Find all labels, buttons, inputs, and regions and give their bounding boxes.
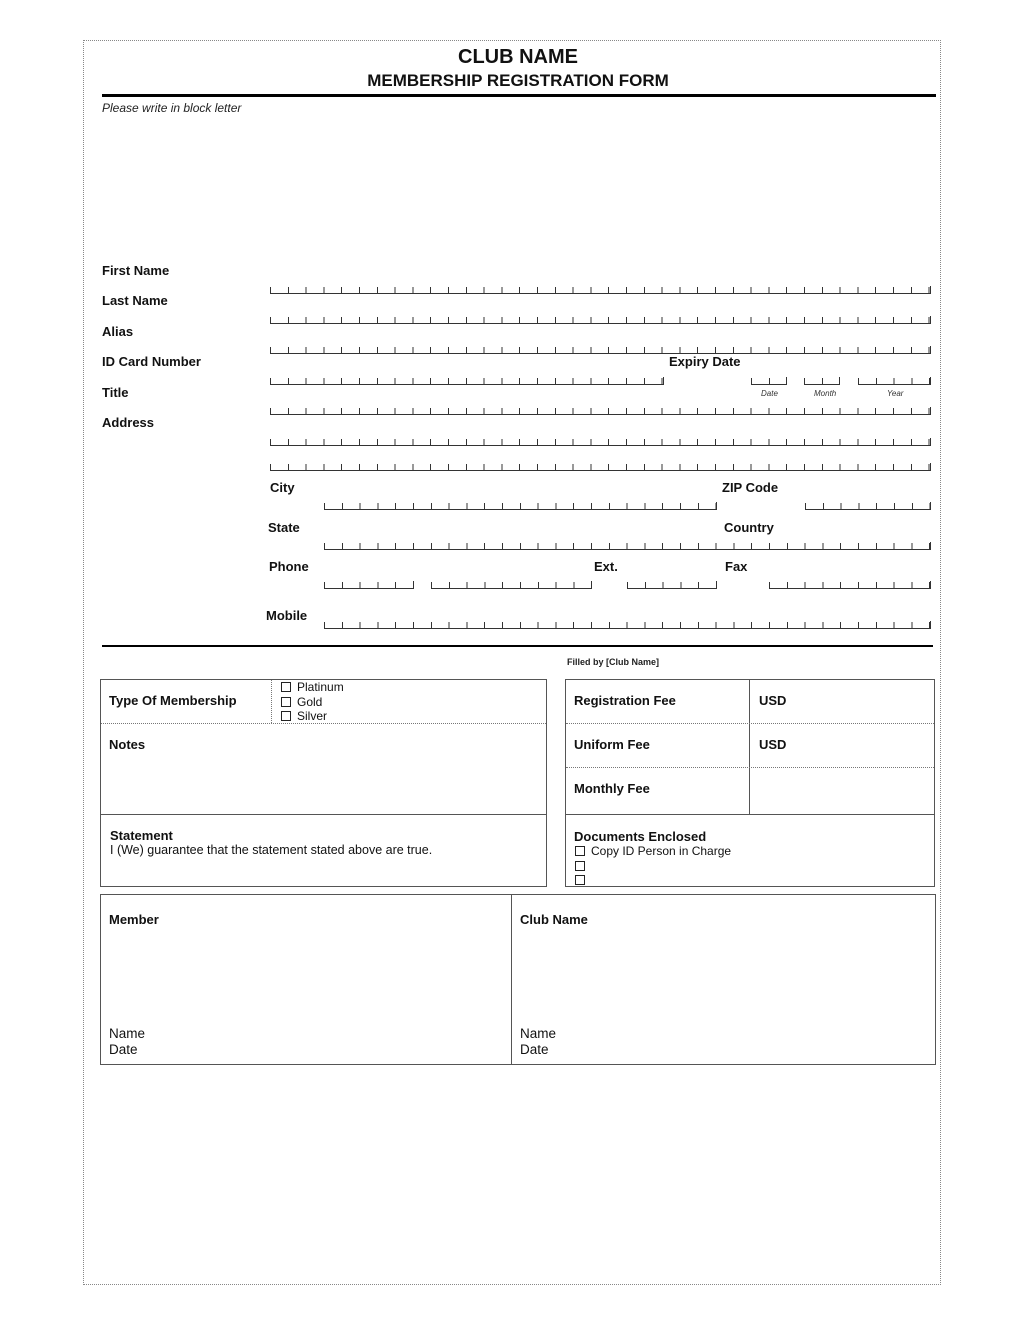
membership-options <box>281 680 344 724</box>
member-name-label: Name <box>109 1026 146 1041</box>
club-name-label: Name <box>520 1026 557 1041</box>
membership-type-label: Type Of Membership <box>109 693 237 708</box>
address-label: Address <box>102 415 155 430</box>
monthly-fee-label: Monthly Fee <box>574 781 650 796</box>
statement-text: I (We) guarantee that the statement stated above are true. <box>110 843 433 857</box>
address-field-1[interactable] <box>270 439 931 446</box>
checkbox-icon[interactable] <box>281 682 291 692</box>
checkbox-icon[interactable] <box>575 861 585 871</box>
section-rule <box>102 645 933 647</box>
ext-field[interactable] <box>627 582 717 589</box>
form-page <box>83 40 941 1285</box>
uniform-fee-currency: USD <box>759 737 787 752</box>
instruction-text: Please write in block letter <box>102 101 242 115</box>
signature-divider <box>511 895 512 1064</box>
registration-fee-label: Registration Fee <box>574 693 676 708</box>
club-signature-label: Club Name <box>520 912 588 927</box>
signature-box <box>100 894 936 1065</box>
phone-area-field[interactable] <box>324 582 414 589</box>
expiry-date-sublabel: Date <box>761 389 778 398</box>
city-label: City <box>270 480 295 495</box>
expiry-month-field[interactable] <box>804 378 840 385</box>
documents-list <box>575 844 731 888</box>
expiry-year-field[interactable] <box>858 378 931 385</box>
title-label: Title <box>102 385 129 400</box>
checkbox-icon[interactable] <box>281 711 291 721</box>
document-item[interactable] <box>575 844 731 859</box>
option-platinum-label: Platinum <box>297 680 344 694</box>
registration-fee-currency: USD <box>759 693 787 708</box>
option-silver[interactable] <box>281 709 344 724</box>
notes-hline <box>101 814 546 815</box>
document-item[interactable] <box>575 873 731 888</box>
last-name-field[interactable] <box>270 317 931 324</box>
zip-field[interactable] <box>805 503 931 510</box>
first-name-field[interactable] <box>270 287 931 294</box>
expiry-date-label: Expiry Date <box>669 354 741 369</box>
option-gold[interactable] <box>281 695 344 710</box>
header-rule <box>102 94 936 97</box>
checkbox-icon[interactable] <box>575 846 585 856</box>
mobile-field[interactable] <box>324 622 931 629</box>
fees-divider <box>749 680 750 814</box>
uniform-fee-label: Uniform Fee <box>574 737 650 752</box>
checkbox-icon[interactable] <box>575 875 585 885</box>
member-date-label: Date <box>109 1042 138 1057</box>
fax-label: Fax <box>725 559 748 574</box>
option-platinum[interactable] <box>281 680 344 695</box>
option-gold-label: Gold <box>297 694 323 709</box>
form-title: MEMBERSHIP REGISTRATION FORM <box>367 71 669 90</box>
document-item[interactable] <box>575 859 731 874</box>
club-date-label: Date <box>520 1042 549 1057</box>
id-card-label: ID Card Number <box>102 354 201 369</box>
option-silver-label: Silver <box>297 709 328 723</box>
id-card-field[interactable] <box>270 378 664 385</box>
state-label: State <box>268 520 300 535</box>
member-signature-label: Member <box>109 912 159 927</box>
last-name-label: Last Name <box>102 293 168 308</box>
fax-field[interactable] <box>769 582 931 589</box>
fees-hline-1 <box>566 723 934 724</box>
filled-by-label: Filled by [Club Name] <box>567 657 660 667</box>
city-field[interactable] <box>324 503 717 510</box>
expiry-date-field[interactable] <box>751 378 787 385</box>
ext-label: Ext. <box>594 559 618 574</box>
zip-label: ZIP Code <box>722 480 779 495</box>
state-country-field[interactable] <box>324 543 931 550</box>
membership-divider <box>271 680 272 723</box>
statement-label: Statement <box>110 828 173 843</box>
mobile-label: Mobile <box>266 608 308 623</box>
expiry-month-sublabel: Month <box>814 389 837 398</box>
phone-number-field[interactable] <box>431 582 592 589</box>
club-name-title: CLUB NAME <box>458 46 578 68</box>
notes-label: Notes <box>109 737 146 752</box>
title-field[interactable] <box>270 408 931 415</box>
country-label: Country <box>724 520 774 535</box>
expiry-year-sublabel: Year <box>887 389 904 398</box>
document-item-label: Copy ID Person in Charge <box>591 844 732 858</box>
phone-label: Phone <box>269 559 309 574</box>
fees-hline-3 <box>566 814 934 815</box>
alias-label: Alias <box>102 324 134 339</box>
checkbox-icon[interactable] <box>281 697 291 707</box>
fees-hline-2 <box>566 767 934 768</box>
documents-label: Documents Enclosed <box>574 829 707 844</box>
first-name-label: First Name <box>102 263 170 278</box>
address-field-2[interactable] <box>270 464 931 471</box>
alias-field[interactable] <box>270 347 931 354</box>
